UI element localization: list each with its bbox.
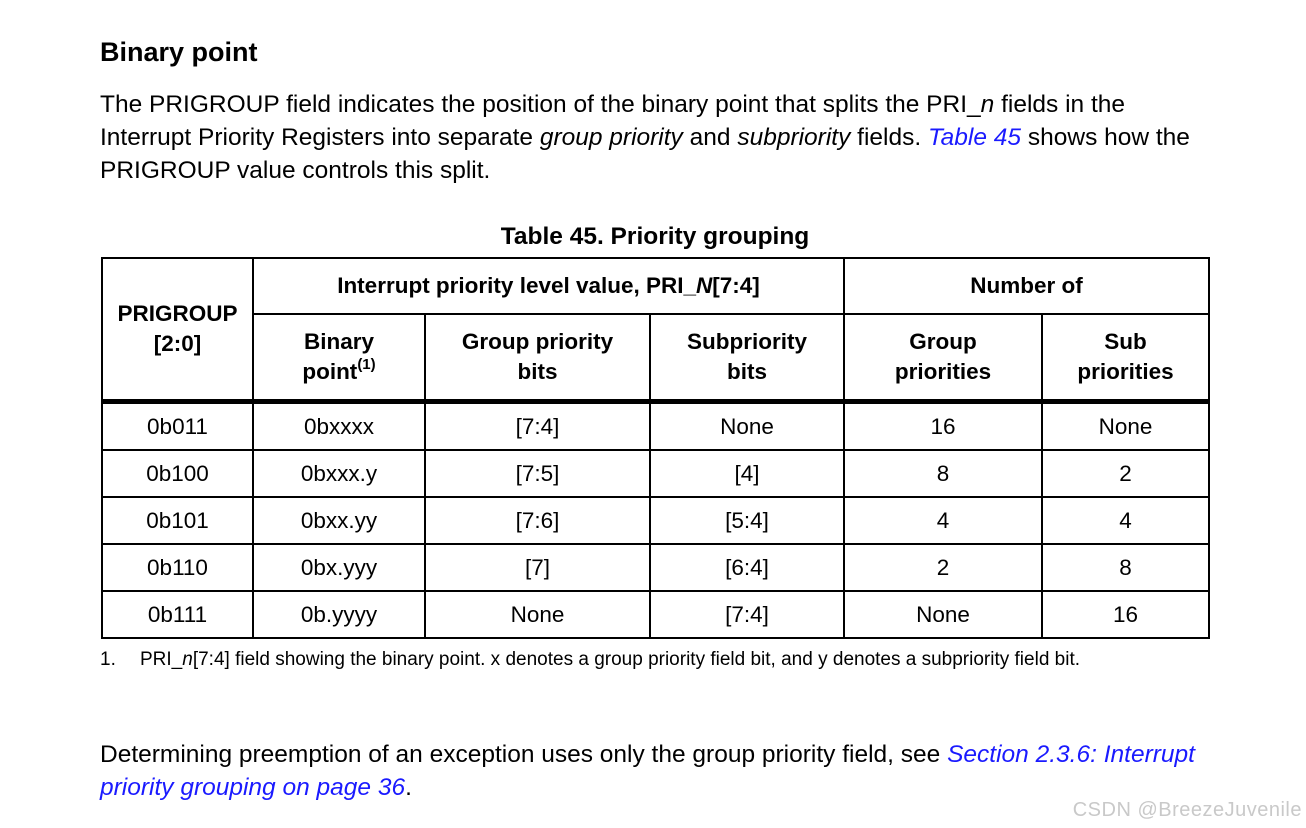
intro-paragraph [100, 88, 1210, 187]
table-45-link[interactable]: Table 45 [927, 124, 1022, 151]
cell-prigroup: 0b011 [102, 402, 253, 451]
cell-group-priorities: 2 [844, 544, 1042, 591]
cell-prigroup: 0b111 [102, 591, 253, 638]
cell-sub-priorities: 8 [1042, 544, 1209, 591]
header-number-of: Number of [844, 258, 1209, 314]
footnote-text: PRI_n[7:4] field showing the binary point. x denotes a group priority field bit, and y denotes a subpriority field bit. [140, 649, 1081, 670]
cell-group-priorities: 16 [844, 402, 1042, 451]
intro-text-2: fields in the Interrupt Priority Registers into separate [100, 91, 1126, 151]
header-subpriority-bits: Subpriority bits [650, 314, 844, 402]
cell-binary-point: 0bxxx.y [253, 450, 425, 497]
cell-group-priorities: 8 [844, 450, 1042, 497]
cell-sub-priorities: 4 [1042, 497, 1209, 544]
header-interrupt-priority-level: Interrupt priority level value, PRI_N[7:4] [253, 258, 844, 314]
table-row [102, 544, 1209, 591]
cell-sub-priorities: 2 [1042, 450, 1209, 497]
cell-binary-point: 0b.yyyy [253, 591, 425, 638]
table-row [102, 450, 1209, 497]
header-group-priority-bits: Group priority bits [425, 314, 650, 402]
intro-text-1: The PRIGROUP field indicates the position of the binary point that splits the PRI_ [100, 91, 981, 118]
cell-binary-point: 0bxx.yy [253, 497, 425, 544]
cell-group-bits: [7:4] [425, 402, 650, 451]
header-sub-priorities: Sub priorities [1042, 314, 1209, 402]
footnote-number: 1. [100, 649, 116, 670]
cell-prigroup: 0b100 [102, 450, 253, 497]
cell-binary-point: 0bx.yyy [253, 544, 425, 591]
intro-text-3: fields. [850, 124, 928, 151]
cell-binary-point: 0bxxxx [253, 402, 425, 451]
cell-group-priorities: None [844, 591, 1042, 638]
cell-prigroup: 0b110 [102, 544, 253, 591]
cell-sub-bits: [6:4] [650, 544, 844, 591]
section-2-3-6-link[interactable]: Section 2.3.6: Interrupt priority grouping on page 36 [100, 741, 1195, 801]
header-binary-point: Binary point$^{(1)}$ [253, 314, 425, 402]
cell-sub-bits: [5:4] [650, 497, 844, 544]
cell-prigroup: 0b101 [102, 497, 253, 544]
cell-sub-priorities: 16 [1042, 591, 1209, 638]
footnote-ref: (1) [357, 356, 376, 373]
intro-group-priority: group priority [539, 124, 683, 151]
table-row [102, 497, 1209, 544]
cell-group-bits: [7:6] [425, 497, 650, 544]
cell-group-bits: None [425, 591, 650, 638]
cell-sub-bits: [7:4] [650, 591, 844, 638]
outro-end: . [405, 774, 412, 801]
table-row [102, 402, 1209, 451]
intro-n-italic: n [980, 91, 995, 118]
outro-text: Determining preemption of an exception uses only the group priority field, see [100, 741, 948, 768]
cell-group-bits: [7] [425, 544, 650, 591]
cell-sub-priorities: None [1042, 402, 1209, 451]
cell-sub-bits: None [650, 402, 844, 451]
intro-text-4: shows how the PRIGROUP value controls this split. [100, 124, 1190, 184]
header-prigroup: PRIGROUP [2:0] [102, 258, 253, 402]
outro-paragraph [100, 738, 1210, 804]
header-group-priorities: Group priorities [844, 314, 1042, 402]
watermark: CSDN @BreezeJuvenile [1072, 799, 1302, 821]
table-caption: Table 45. Priority grouping [500, 223, 810, 250]
cell-group-bits: [7:5] [425, 450, 650, 497]
intro-subpriority: subpriority [737, 124, 851, 151]
priority-grouping-table [101, 257, 1210, 639]
cell-group-priorities: 4 [844, 497, 1042, 544]
cell-sub-bits: [4] [650, 450, 844, 497]
table-row [102, 591, 1209, 638]
intro-and: and [682, 124, 738, 151]
section-heading: Binary point [100, 37, 258, 67]
